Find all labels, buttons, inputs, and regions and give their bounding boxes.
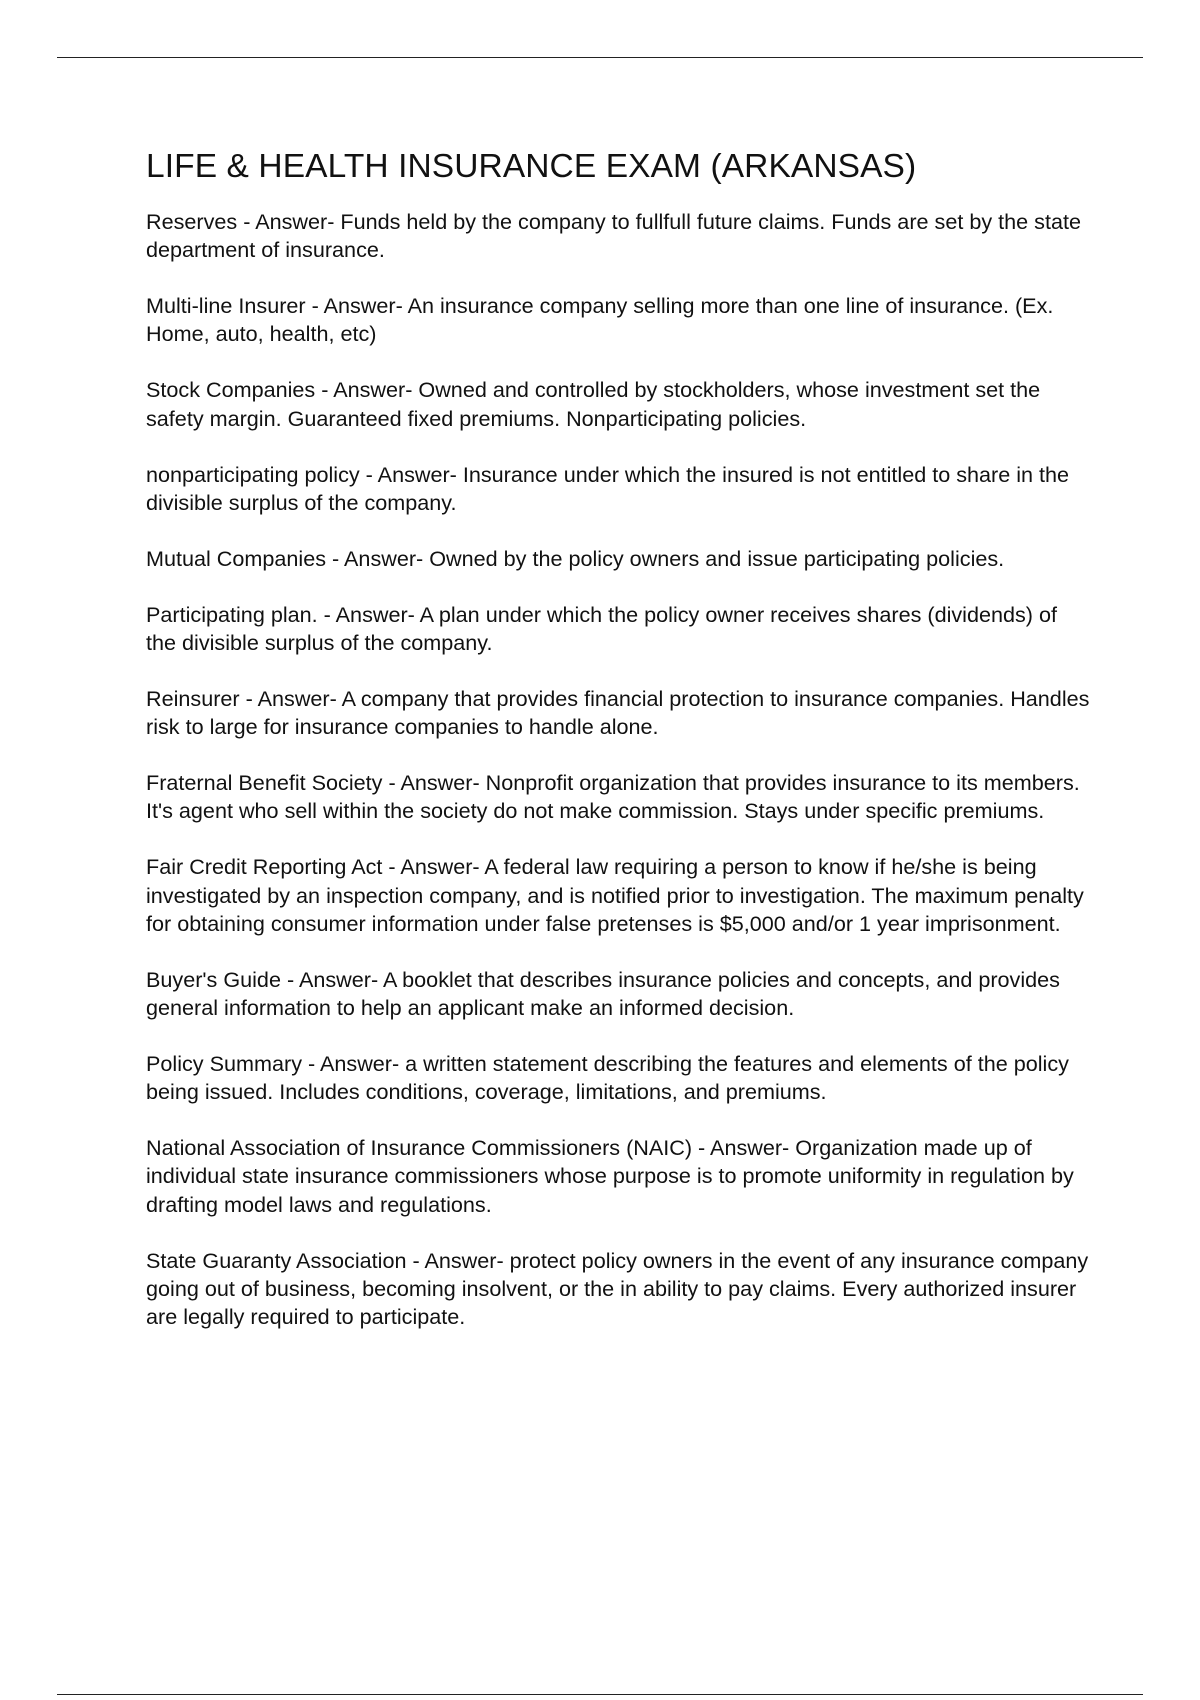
qa-entry-state-guaranty-association: State Guaranty Association - Answer- protect policy owners in the event of any insurance company going out of business, becoming insolvent, or the in ability to pay claims. Every authorized insurer are legally required to participate. — [146, 1247, 1089, 1330]
qa-entry-policy-summary: Policy Summary - Answer- a written statement describing the features and elements of the policy being issued. Includes conditions, coverage, limitations, and premiums. — [146, 1050, 1069, 1105]
qa-entry-nonparticipating-policy: nonparticipating policy - Answer- Insurance under which the insured is not entitled to share in the divisible surplus of the company. — [146, 461, 1070, 515]
qa-list — [146, 208, 1091, 1331]
qa-entry-fraternal-benefit-society: Fraternal Benefit Society - Answer- Nonprofit organization that provides insurance to its members. It's agent who sell within the society do not make commission. Stays under specific premiums. — [146, 770, 1080, 824]
qa-entry-multi-line-insurer: Multi-line Insurer - Answer- An insurance company selling more than one line of insurance. (Ex. Home, auto, health, etc) — [146, 293, 1054, 347]
qa-entry-naic: National Association of Insurance Commissioners (NAIC) - Answer- Organization made up of individual state insurance commissioners whose purpose is to promote uniformity in regulation by drafting model laws and regulations. — [146, 1135, 1074, 1217]
document-title: LIFE & HEALTH INSURANCE EXAM (ARKANSAS) — [146, 148, 917, 185]
qa-entry-participating-plan: Participating plan. - Answer- A plan under which the policy owner receives shares (dividends) of the divisible surplus of the company. — [146, 601, 1058, 655]
document-body — [146, 142, 1091, 1359]
header-rule — [57, 57, 1143, 58]
qa-entry-fair-credit-reporting-act: Fair Credit Reporting Act - Answer- A federal law requiring a person to know if he/she is being investigated by an inspection company, and is notified prior to investigation. The maximum penalty for obtaining consumer information under false pretenses is $5,000 and/or 1 year imprisonment. — [146, 854, 1084, 936]
qa-entry-reinsurer: Reinsurer - Answer- A company that provides financial protection to insurance companies. Handles risk to large for insurance companies to handle alone. — [146, 685, 1090, 740]
footer-rule — [57, 1694, 1143, 1695]
qa-entry-buyers-guide: Buyer's Guide - Answer- A booklet that describes insurance policies and concepts, and provides general information to help an applicant make an informed decision. — [146, 966, 1060, 1020]
qa-entry-mutual-companies: Mutual Companies - Answer- Owned by the policy owners and issue participating policies. — [146, 545, 1005, 571]
qa-entry-stock-companies: Stock Companies - Answer- Owned and controlled by stockholders, whose investment set the safety margin. Guaranteed fixed premiums. Nonparticipating policies. — [146, 377, 1041, 431]
qa-entry-reserves: Reserves - Answer- Funds held by the company to fullfull future claims. Funds are set by the state department of insurance. — [146, 209, 1081, 263]
